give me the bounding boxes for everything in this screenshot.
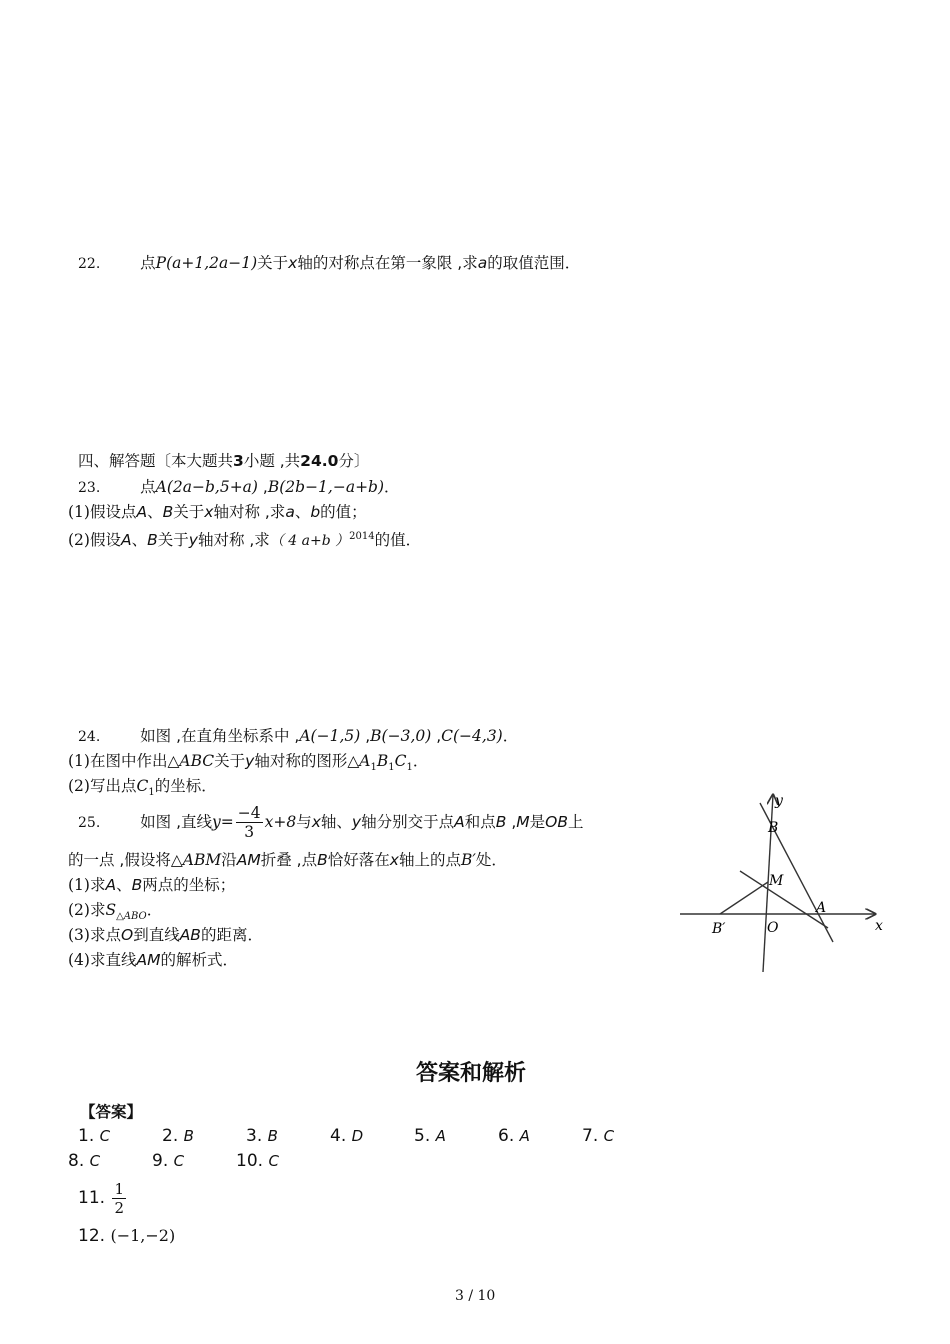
answer-item: 5. A [414,1126,446,1146]
answer-item: 7. C [582,1126,615,1146]
question-25-part-3: (3)求点O到直线AB的距离． [68,926,263,944]
point-bprime-label: B′ [712,921,726,937]
answer-item: 2. B [162,1126,194,1146]
answer-item: 3. B [246,1126,278,1146]
question-25-part-2: (2)求$S_{\triangle ABO}$． [68,901,163,923]
question-24-part-2: (2)写出点$C_1$的坐标． [68,777,217,799]
answers-header: 【答案】 [80,1103,143,1121]
page-number: 3 / 10 [455,1288,496,1304]
question-25-line-2: 的一点 ,假设将△ABM沿AM折叠 ,点B恰好落在x轴上的点B′处． [68,851,507,869]
question-25-part-1: (1)求A、B两点的坐标； [68,876,236,894]
answer-item: 8. C [68,1151,101,1171]
answers-row-1 [78,1126,642,1146]
line-am [740,871,828,928]
answer-item: 6. A [498,1126,530,1146]
line-bprime-m [720,882,768,914]
answer-11-fraction: $\frac{1}{2}$ [114,1179,124,1217]
coordinate-figure [670,785,900,980]
question-25: 25. 如图 ,直线y= $\frac{-4}{3}$ x+8与x轴、y轴分别交于点A和点B ,M是OB上 [78,804,584,841]
y-axis-label: y [775,793,783,809]
slope-fraction: $\frac{-4}{3}$ [237,804,261,841]
section-heading: 四、解答题〔本大题共3小题 ,共24.0分〕 [78,452,370,470]
question-25-part-4: (4)求直线AM的解析式． [68,951,238,969]
answers-title: 答案和解析 [416,1061,527,1086]
answer-12: 12. (−1,−2) [78,1226,176,1246]
answers-row-2 [68,1151,320,1171]
origin-label: O [767,920,779,936]
answer-item: 10. C [236,1151,279,1171]
answer-item: 4. D [330,1126,364,1146]
question-23-part-2: (2)假设A、B关于y轴对称 ,求（ 4 a+b ）$^{2014}$的值． [68,531,422,550]
answer-11: 11. $\frac{1}{2}$ [78,1179,124,1217]
question-24-part-1: (1)在图中作出△ABC关于y轴对称的图形$\triangle A_1B_1C_1$． [68,752,429,774]
point-m-label: M [769,873,784,889]
point-b-label: B [768,820,779,836]
question-23-part-1: (1)假设点A、B关于x轴对称 ,求a、b的值； [68,503,367,521]
question-22: 22. 点P(a+1,2a−1)关于x轴的对称点在第一象限 ,求a的取值范围． [78,254,581,272]
answer-item: 9. C [152,1151,185,1171]
point-a-label: A [816,900,827,916]
question-24: 24. 如图 ,在直角坐标系中 ,A(−1,5) ,B(−3,0) ,C(−4,3)． [78,727,519,745]
x-axis-label: x [875,918,883,934]
question-23: 23. 点A(2a−b,5+a) ,B(2b−1,−a+b)． [78,478,400,496]
answer-item: 1. C [78,1126,111,1146]
